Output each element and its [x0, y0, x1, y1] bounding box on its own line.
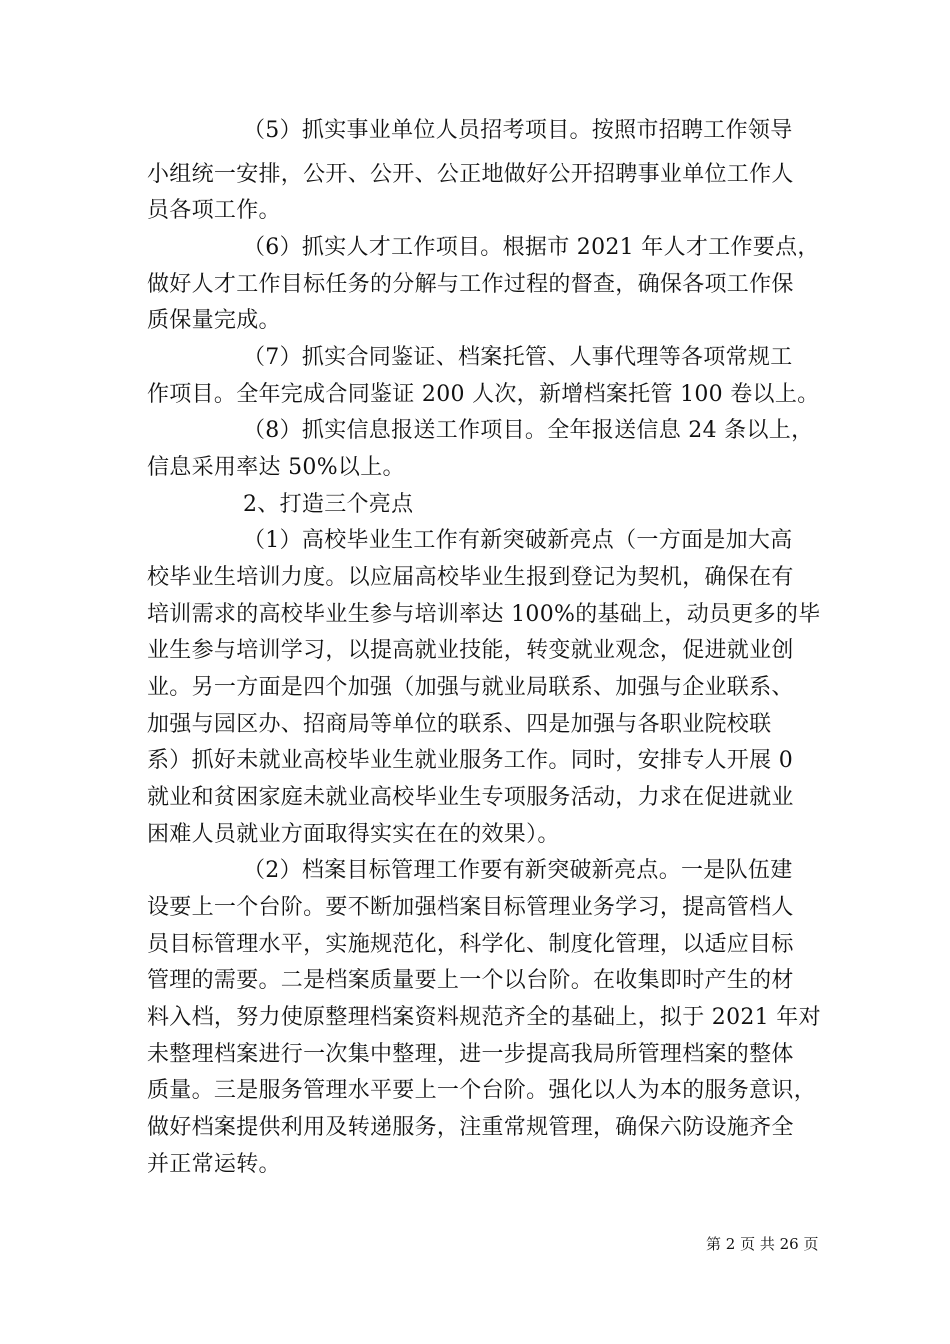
highlight-1-line-6: 加强与园区办、招商局等单位的联系、四是加强与各职业院校联	[147, 712, 772, 737]
highlight-2-line-4: 管理的需要。二是档案质量要上一个以台阶。在收集即时产生的材	[147, 968, 794, 993]
highlight-1-line-3: 培训需求的高校毕业生参与培训率达 100%的基础上，动员更多的毕	[147, 602, 821, 627]
highlight-2-line-7: 质量。三是服务管理水平要上一个台阶。强化以人为本的服务意识，	[147, 1078, 817, 1103]
highlight-2-line-8: 做好档案提供利用及转递服务，注重常规管理，确保六防设施齐全	[147, 1115, 794, 1140]
paragraph-6-line-2: 做好人才工作目标任务的分解与工作过程的督查，确保各项工作保	[147, 272, 794, 297]
paragraph-5-line-2: 小组统一安排，公开、公开、公正地做好公开招聘事业单位工作人	[147, 162, 794, 187]
paragraph-7-line-2: 作项目。全年完成合同鉴证 200 人次，新增档案托管 100 卷以上。	[147, 382, 820, 407]
highlight-1-line-9: 困难人员就业方面取得实实在在的效果）。	[147, 822, 560, 847]
highlight-2-line-9: 并正常运转。	[147, 1152, 281, 1177]
paragraph-5-line-3: 员各项工作。	[147, 198, 281, 223]
highlight-1-line-7: 系）抓好未就业高校毕业生就业服务工作。同时，安排专人开展 0	[147, 748, 793, 773]
paragraph-7-line-1: （7）抓实合同鉴证、档案托管、人事代理等各项常规工	[243, 345, 793, 370]
paragraph-8-line-1: （8）抓实信息报送工作项目。全年报送信息 24 条以上，	[243, 418, 814, 443]
paragraph-6-line-3: 质保量完成。	[147, 308, 281, 333]
highlight-1-line-1: （1）高校毕业生工作有新突破新亮点（一方面是加大高	[243, 528, 793, 553]
page-number: 第 2 页 共 26 页	[706, 1235, 819, 1253]
highlight-2-line-2: 设要上一个台阶。要不断加强档案目标管理业务学习，提高管档人	[147, 895, 794, 920]
paragraph-6-line-1: （6）抓实人才工作项目。根据市 2021 年人才工作要点，	[243, 235, 820, 260]
highlight-1-line-8: 就业和贫困家庭未就业高校毕业生专项服务活动，力求在促进就业	[147, 785, 794, 810]
highlight-2-line-5: 料入档，努力使原整理档案资料规范齐全的基础上，拟于 2021 年对	[147, 1005, 821, 1030]
highlight-1-line-4: 业生参与培训学习，以提高就业技能，转变就业观念，促进就业创	[147, 638, 794, 663]
highlight-1-line-5: 业。另一方面是四个加强（加强与就业局联系、加强与企业联系、	[147, 675, 794, 700]
highlight-2-line-3: 员目标管理水平，实施规范化，科学化、制度化管理，以适应目标	[147, 932, 794, 957]
highlight-1-line-2: 校毕业生培训力度。以应届高校毕业生报到登记为契机，确保在有	[147, 565, 794, 590]
highlight-2-line-1: （2）档案目标管理工作要有新突破新亮点。一是队伍建	[243, 858, 793, 883]
section-heading: 2、打造三个亮点	[243, 492, 414, 517]
paragraph-5-line-1: （5）抓实事业单位人员招考项目。按照市招聘工作领导	[243, 118, 793, 143]
highlight-2-line-6: 未整理档案进行一次集中整理，进一步提高我局所管理档案的整体	[147, 1042, 794, 1067]
paragraph-8-line-2: 信息采用率达 50%以上。	[147, 455, 405, 480]
